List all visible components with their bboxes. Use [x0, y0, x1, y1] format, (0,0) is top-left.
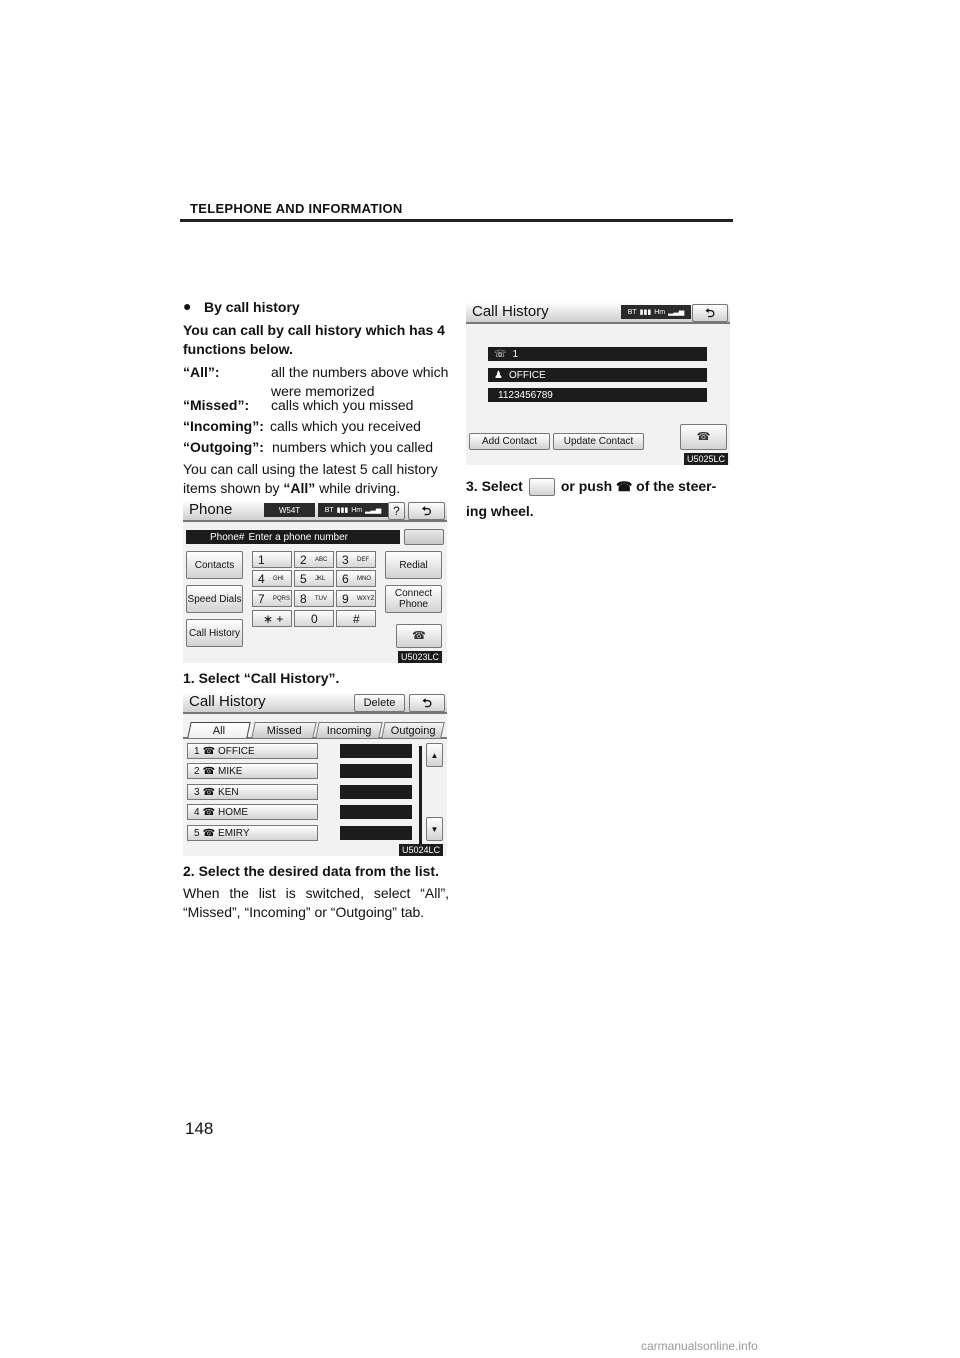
add-contact-button[interactable]: Add Contact [469, 433, 550, 450]
person-icon: ♟ [494, 369, 503, 381]
figure-code: U5025LC [684, 453, 728, 465]
phone-icon: ☎ [202, 745, 216, 757]
key-9[interactable] [336, 590, 376, 607]
page-number: 148 [185, 1119, 214, 1138]
step-2: 2. Select the desired data from the list. [183, 863, 439, 879]
tab-label: All [212, 724, 226, 737]
phone-icon: ☎ [202, 806, 216, 818]
intro-text: You can call by call history which has 4 functions below. [183, 322, 445, 357]
entry-text: 1123456789 [498, 389, 553, 401]
back-button[interactable]: ⮌ [692, 304, 728, 322]
key-digit: 5 [300, 572, 307, 586]
tab-label: Missed [266, 724, 302, 737]
status-indicators [318, 503, 388, 517]
row-detail-bar [340, 764, 412, 778]
connect-phone-button[interactable]: Connect Phone [385, 585, 442, 613]
phone-input-placeholder: Enter a phone number [248, 531, 348, 543]
watermark: carmanualsonline.info [641, 1339, 758, 1353]
key-1[interactable] [252, 551, 292, 568]
figure-code: U5024LC [399, 844, 443, 856]
back-button[interactable]: ⮌ [408, 502, 445, 520]
list-item[interactable] [187, 763, 318, 779]
home-indicator: Hm [654, 308, 666, 316]
row-number: 2 [194, 765, 200, 777]
phone-icon: ☎ [202, 786, 216, 798]
definition-desc-incoming: calls which you received [270, 418, 421, 434]
bullet-title: By call history [204, 299, 300, 315]
step-1: 1. Select “Call History”. [183, 670, 340, 686]
key-letters: JKL [315, 576, 326, 582]
definition-term-outgoing: “Outgoing”: [183, 439, 264, 455]
status-indicators [621, 305, 691, 319]
redial-button[interactable]: Redial [385, 551, 442, 579]
row-number: 5 [194, 827, 200, 839]
key-letters: DEF [357, 557, 369, 563]
key-digit: 4 [258, 572, 265, 586]
help-button[interactable]: ? [388, 502, 405, 520]
detail-entry-number [488, 388, 707, 402]
key-3[interactable] [336, 551, 376, 568]
call-history-detail-screen [466, 302, 730, 465]
key-5[interactable] [294, 570, 334, 587]
contacts-button[interactable]: Contacts [186, 551, 243, 579]
row-name: EMIRY [218, 827, 250, 839]
key-digit: 6 [342, 572, 349, 586]
update-contact-button[interactable]: Update Contact [553, 433, 644, 450]
handset-icon[interactable]: ☎ [680, 424, 727, 450]
key-hash[interactable] [336, 610, 376, 627]
tab-outgoing[interactable] [381, 722, 444, 738]
key-2[interactable] [294, 551, 334, 568]
key-4[interactable] [252, 570, 292, 587]
step-3-text-c: of the steer-ing wheel. [466, 478, 717, 519]
key-7[interactable] [252, 590, 292, 607]
scroll-up-button[interactable]: ▲ [426, 743, 443, 767]
key-8[interactable] [294, 590, 334, 607]
key-digit: # [353, 612, 360, 626]
detail-title: Call History [472, 303, 549, 320]
row-detail-bar [340, 826, 412, 840]
call-history-button[interactable]: Call History [186, 619, 243, 647]
key-digit: ∗ + [263, 612, 284, 626]
row-name: MIKE [218, 765, 243, 777]
list-item[interactable] [187, 825, 318, 841]
key-letters: TUV [315, 596, 327, 602]
key-digit: 8 [300, 592, 307, 606]
key-digit: 3 [342, 553, 349, 567]
entry-text: 1 [512, 348, 519, 360]
outgoing-call-icon: ☏ [494, 348, 507, 360]
tab-incoming[interactable] [315, 722, 382, 738]
row-name: KEN [218, 786, 239, 798]
tab-all[interactable] [187, 722, 250, 738]
off-hook-button-icon [529, 478, 555, 496]
list-item[interactable] [187, 784, 318, 800]
tab-missed[interactable] [251, 722, 316, 738]
definition-desc-missed: calls which you missed [271, 397, 414, 413]
key-0[interactable] [294, 610, 334, 627]
latest-history-text [183, 460, 449, 498]
speed-dials-button[interactable]: Speed Dials [186, 585, 243, 613]
key-star-plus[interactable] [252, 610, 292, 627]
delete-button[interactable]: Delete [354, 694, 405, 712]
detail-entry-count [488, 347, 707, 361]
row-detail-bar [340, 785, 412, 799]
key-letters: WXYZ [357, 596, 375, 602]
bluetooth-icon: BT [324, 506, 334, 514]
row-number: 4 [194, 806, 200, 818]
scroll-down-button[interactable]: ▼ [426, 817, 443, 841]
key-digit: 7 [258, 592, 265, 606]
tab-label: Outgoing [390, 724, 436, 737]
key-digit: 1 [258, 553, 265, 567]
device-name: W54T [264, 503, 315, 517]
home-indicator: Hm [351, 506, 363, 514]
step-3-text-a: 3. Select [466, 478, 523, 494]
phone-title: Phone [189, 501, 233, 518]
section-header: TELEPHONE AND INFORMATION [190, 201, 403, 216]
clear-button[interactable] [404, 529, 444, 545]
key-letters: ABC [315, 557, 328, 563]
back-button[interactable]: ⮌ [409, 694, 445, 712]
row-number: 3 [194, 786, 200, 798]
step-3-text-b: or push [560, 478, 613, 494]
scrollbar-track[interactable] [419, 746, 422, 844]
definition-term-missed: “Missed”: [183, 397, 250, 413]
key-digit: 0 [311, 612, 318, 626]
phone-icon: ☎ [202, 765, 216, 777]
key-6[interactable] [336, 570, 376, 587]
step-2-description: When the list is switched, select “All”, “Missed”, “Incoming” or “Outgoing” tab. [183, 885, 449, 920]
list-item[interactable] [187, 804, 318, 820]
latest-bold: “All” [283, 480, 316, 496]
row-detail-bar [340, 805, 412, 819]
handset-icon[interactable]: ☎ [396, 624, 442, 648]
definition-term-all: “All”: [183, 364, 220, 380]
battery-icon: ▮▮▮ [336, 507, 349, 514]
latest-prefix: You can call using the latest 5 call history items shown by [183, 461, 438, 496]
signal-icon: ▂▃▅ [668, 309, 685, 316]
key-digit: 2 [300, 553, 307, 567]
bluetooth-icon: BT [627, 308, 637, 316]
row-number: 1 [194, 745, 200, 757]
list-item[interactable] [187, 743, 318, 759]
step-3 [466, 474, 736, 523]
battery-icon: ▮▮▮ [639, 309, 652, 316]
key-digit: 9 [342, 592, 349, 606]
key-letters: PQRS [273, 596, 291, 602]
figure-code: U5023LC [398, 651, 442, 663]
definition-desc-all: all the numbers above which were memorized [271, 364, 449, 399]
row-name: HOME [218, 806, 249, 818]
phone-icon: ☎ [202, 827, 216, 839]
latest-suffix: while driving. [315, 480, 401, 496]
key-letters: MNO [357, 576, 371, 582]
bullet: ● [183, 298, 192, 314]
list-titlebar [183, 692, 447, 714]
key-letters: GHI [273, 576, 284, 582]
definition-desc-outgoing: numbers which you called [272, 439, 434, 455]
detail-entry-name [488, 368, 707, 382]
tab-label: Incoming [326, 724, 372, 737]
row-detail-bar [340, 744, 412, 758]
row-name: OFFICE [218, 745, 255, 757]
call-history-list-screen [183, 692, 447, 856]
signal-icon: ▂▃▅ [365, 507, 382, 514]
phone-input-label: Phone# [210, 531, 245, 543]
entry-text: OFFICE [508, 369, 546, 381]
phone-screen [183, 500, 447, 663]
definition-term-incoming: “Incoming”: [183, 418, 264, 434]
steering-handset-icon: ☎ [616, 479, 633, 494]
phone-number-input[interactable] [186, 530, 400, 544]
header-rule [180, 219, 733, 222]
list-title: Call History [189, 693, 266, 710]
